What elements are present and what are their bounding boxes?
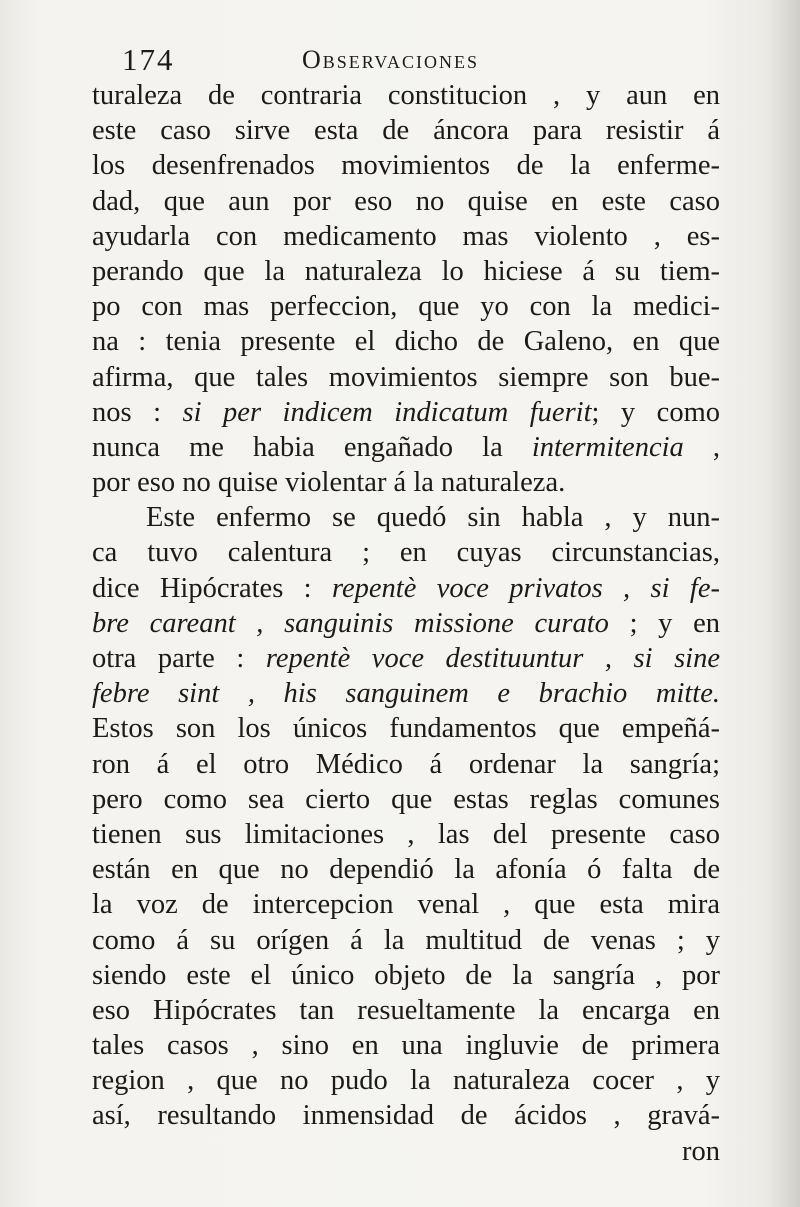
catchword: ron	[682, 1135, 720, 1167]
text-line: na : tenia presente el dicho de Galeno, en que	[92, 326, 720, 358]
text-line: como á su orígen á la multitud de venas ; y	[92, 924, 720, 956]
text-line: afirma, que tales movimientos siempre son bue-	[92, 361, 720, 393]
paragraph-end-line: por eso no quise violentar á la naturaleza.	[92, 467, 566, 499]
text-line: ayudarla con medicamento mas violento , es-	[92, 220, 720, 252]
page-header	[92, 40, 718, 80]
italic-term: intermitencia	[531, 431, 684, 463]
page-number: 174	[122, 42, 175, 77]
latin-quote: repentè voce destituuntur , si sine	[265, 643, 720, 674]
text-line: region , que no pudo la naturaleza cocer , y	[92, 1065, 720, 1097]
text-line: tienen sus limitaciones , las del presente caso	[92, 818, 720, 850]
text-line: pero como sea cierto que estas reglas comunes	[92, 783, 720, 815]
text-line: po con mas perfeccion, que yo con la medici-	[92, 291, 720, 323]
text-line	[92, 641, 720, 676]
text-line: la voz de intercepcion venal , que esta mira	[92, 889, 720, 921]
text-run: nunca me habia engañado la	[92, 431, 532, 463]
text-run: ; y en	[608, 607, 720, 639]
text-line: eso Hipócrates tan resueltamente la encarga en	[92, 994, 720, 1026]
text-line: este caso sirve esta de áncora para resistir á	[92, 115, 720, 147]
text-line	[92, 571, 720, 606]
latin-quote: si per indicem indicatum fuerit	[182, 396, 592, 428]
text-line	[92, 430, 720, 465]
text-line: están en que no dependió la afonía ó falta de	[92, 854, 720, 886]
text-line: siendo este el único objeto de la sangría , por	[92, 959, 720, 991]
latin-quote-line: febre sint , his sanguinem e brachio mitte.	[92, 678, 720, 710]
paragraph-start-line: Este enfermo se quedó sin habla , y nun-	[146, 502, 720, 534]
text-line	[92, 395, 720, 430]
page-edge-shadow	[766, 0, 800, 1207]
text-line: perando que la naturaleza lo hiciese á su tiem-	[92, 255, 720, 287]
text-line: dad, que aun por eso no quise en este caso	[92, 185, 720, 217]
text-line: los desenfrenados movimientos de la enferme-	[92, 150, 720, 182]
text-line: ca tuvo calentura ; en cuyas circunstancias,	[92, 537, 720, 569]
text-line: tales casos , sino en una ingluvie de primera	[92, 1030, 720, 1062]
text-line: turaleza de contraria constitucion , y aun en	[92, 80, 720, 111]
text-line: ron á el otro Médico á ordenar la sangría;	[92, 748, 720, 780]
text-run: ; y como	[591, 396, 720, 428]
running-head: Observaciones	[302, 45, 480, 74]
text-line	[92, 606, 720, 641]
text-run: dice Hipócrates :	[92, 572, 332, 604]
text-run: otra parte :	[92, 643, 266, 674]
text-line: Estos son los únicos fundamentos que empeñá-	[92, 713, 720, 745]
text-run: ,	[683, 431, 720, 463]
body-text	[92, 78, 720, 1169]
latin-quote: repentè voce privatos , si fe-	[331, 572, 720, 604]
latin-quote: bre careant , sanguinis missione curato	[92, 607, 609, 639]
text-run: nos :	[92, 396, 183, 428]
text-line: así, resultando inmensidad de ácidos , gravá-	[92, 1100, 720, 1132]
